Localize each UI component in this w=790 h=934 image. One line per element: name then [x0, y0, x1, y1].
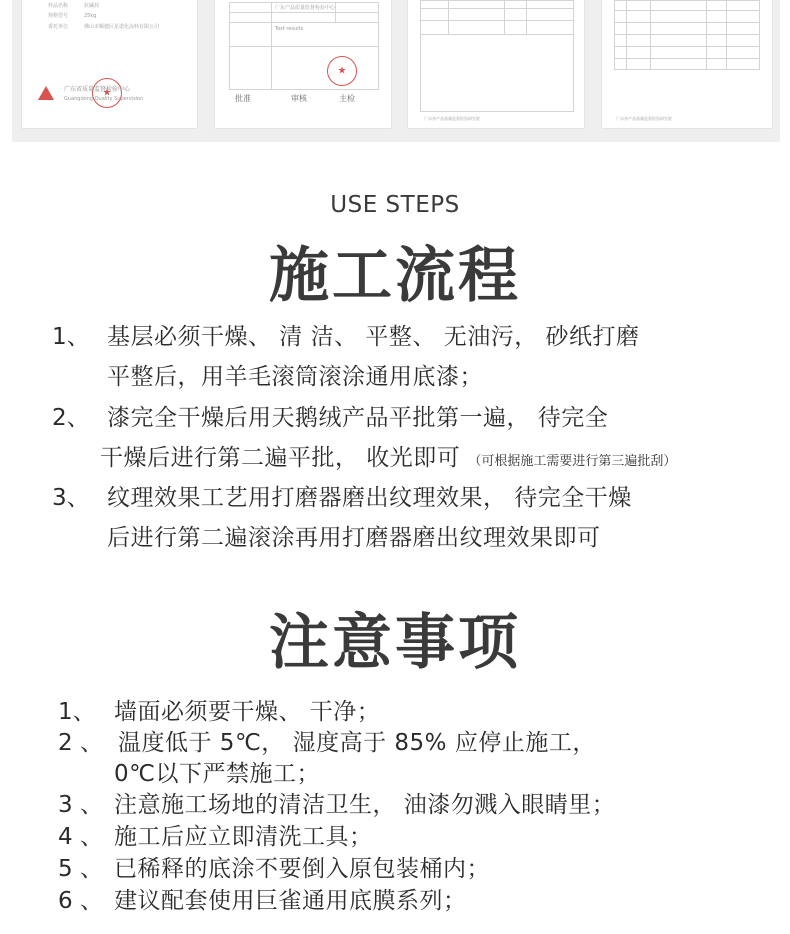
cert2-signature-1: 批准 — [235, 94, 251, 103]
precaution-number: 5 、 — [58, 856, 103, 882]
cert1-footer-cn: 广东省质量监督检验中心 — [64, 86, 131, 93]
cert2-signature-3: 主检 — [339, 94, 355, 103]
precaution-number: 3 、 — [58, 792, 103, 818]
cert1-extra — [48, 36, 50, 42]
cert1-row-value-1: 抗碱封 — [84, 3, 100, 9]
step-2-note: （可根据施工需要进行第三遍批刮） — [468, 454, 677, 469]
precaution-number: 4 、 — [58, 824, 103, 850]
step-2-line-2 — [100, 443, 676, 477]
step-2-line-1: 漆完全干燥后用天鹅绒产品平批第一遍， 待完全 — [107, 405, 609, 431]
use-steps-subtitle: USE STEPS — [330, 192, 460, 218]
precautions-title: 注意事项 — [269, 608, 521, 678]
precaution-number: 6 、 — [58, 888, 103, 914]
cert1-row-value-2: 25kg — [84, 13, 97, 19]
cert1-row-label-1: 样品名称 — [48, 3, 69, 9]
precaution-6-text: 建议配套使用巨雀通用底膜系列； — [114, 888, 467, 914]
precaution-1-text: 墙面必须要干燥、 干净； — [114, 699, 381, 725]
cert4-footer: 广东省产品质量监督检验研究院 — [616, 116, 672, 121]
precaution-2-text-2: 0℃以下严禁施工； — [114, 761, 320, 787]
step-3-line-2: 后进行第二遍滚涂再用打磨器磨出纹理效果即可 — [107, 525, 601, 551]
use-steps-title: 施工流程 — [269, 241, 521, 311]
step-1-line-1: 基层必须干燥、 清 洁、 平整、 无油污， 砂纸打磨 — [107, 324, 640, 350]
cert2-seal — [327, 56, 357, 86]
cert1-row-value-3: 佛山市顺德区星诺化涂料有限公司 — [84, 24, 160, 30]
certificate-1 — [22, 0, 197, 128]
step-1-line-2: 平整后，用羊毛滚筒滚涂通用底漆； — [107, 364, 483, 390]
cert1-row-label-2: 规格型号 — [48, 13, 69, 19]
step-number: 3、 — [52, 485, 90, 511]
precaution-number: 1、 — [58, 699, 96, 725]
certificate-2 — [215, 0, 391, 128]
step-number: 2、 — [52, 405, 90, 431]
precaution-4-text: 施工后应立即清洗工具； — [114, 824, 373, 850]
cert1-row-label-3: 委托单位 — [48, 24, 69, 30]
certificate-strip — [12, 0, 780, 142]
cert1-logo-icon — [38, 86, 54, 100]
cert2-signature-2: 审核 — [291, 94, 307, 103]
cert2-note: Test results — [275, 26, 304, 32]
step-2-line-2-text: 干燥后进行第二遍平批， 收光即可 — [100, 445, 461, 471]
step-3-line-1: 纹理效果工艺用打磨器磨出纹理效果， 待完全干燥 — [107, 485, 632, 511]
certificate-3 — [408, 0, 584, 128]
precaution-number: 2 、 — [58, 730, 103, 756]
step-number: 1、 — [52, 324, 90, 350]
cert3-table — [420, 0, 574, 112]
cert1-footer-en: Guangdong Quality Supervision — [64, 96, 144, 102]
cert1-seal — [92, 78, 122, 108]
cert3-footer: 广东省产品质量监督检验研究院 — [424, 116, 480, 121]
cert2-header: 广东产品质量监督检验中心 — [275, 5, 336, 11]
precaution-3-text: 注意施工场地的清洁卫生， 油漆勿溅入眼睛里； — [114, 792, 616, 818]
precaution-2-text: 温度低于 5℃， 湿度高于 85% 应停止施工， — [118, 730, 596, 756]
certificate-4 — [602, 0, 772, 128]
precaution-5-text: 已稀释的底涂不要倒入原包装桶内； — [114, 856, 490, 882]
